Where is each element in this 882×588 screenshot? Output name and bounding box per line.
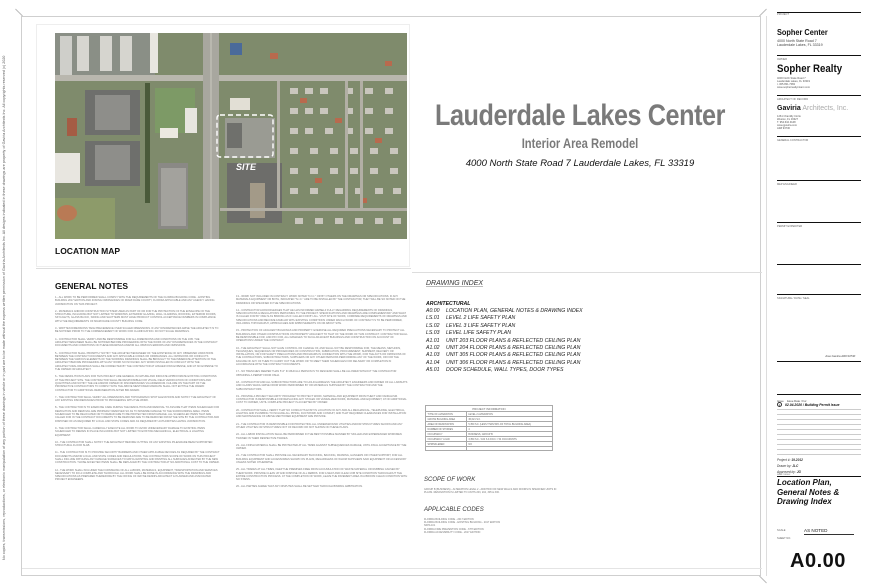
owner-detail: 4000 North State Road 7 — [777, 77, 806, 80]
sheet-number: LS.02 — [426, 322, 440, 329]
sheet-number: LS.01 — [426, 315, 440, 322]
architect-name-bold: Gaviria — [777, 105, 801, 112]
location-map-aerial[interactable] — [55, 33, 407, 239]
code-item: FLORIDA FIRE PREVENTION CODE - 6TH EDITION — [424, 527, 484, 531]
project-number: Project #: 19.2012 — [777, 458, 803, 462]
code-item: FLORIDA ACCESSIBILITY CODE - 2017 EDITION — [424, 530, 481, 534]
drawing-index-row[interactable] — [426, 315, 583, 322]
note-item: 12.- THE WORK SHALL INCLUDED THE FURNISHING OF ALL LABORS, MATERIALS, EQUIPMENT, TRANSPORTATION AND SERVICES NECESSARY TO DO A COMPLETE AND THOROUGH. ALL WORK SHALL BE DONE IN ACCORDANCE WITH THE DRAWINGS AND SPECIFICATIONS AS PREPARED THEREFORE BY THE OFFICE OF WAYNE DENNIS ARCHITECT & PLANNER AND ASSOCIATED PROJECT ENGINEERS. — [55, 468, 218, 482]
note-item: 10.- THE CONTRACTOR SHALL NOTIFY THE ARCHITECT BEFORE CUTTING OF ANY EXISTING PILE/GRADE BEAM SUPPORTED STRUCTURAL FLOOR SLAB. — [55, 440, 213, 448]
sheet-number: A5.01 — [426, 367, 440, 374]
drawing-index-category: ARCHITECTURAL — [426, 301, 471, 307]
project-label: PROJECT — [777, 13, 790, 16]
owner-detail: Lauderdale Lakes, FL 33319 — [777, 80, 810, 83]
architect-name-light: Architects, Inc. — [802, 105, 849, 112]
note-item: 15.- PROTECTION OF ADJACENT BUILDINGS AND PROPERTY. EXERCISE ALL REQUIRED PRECAUTIONS NECESSARY TO PROTECT ALL BUILDINGS AND OTHER CONSTRUCTIONS ON PROPERTY ADJACENT TO THAT OF THE WORK OF THIS CONTRACT. CONTRACTOR SHALL BE RESPONSIBLE FOR, AND PAY FOR, ALL DAMAGES TO SUCH ADJACENT BUILDINGS AND CONSTRUCTION ON ACCOUNT OF OPERATIONS UNDER THE CONTRACT. — [236, 329, 408, 343]
sheet-title: UNIT 203 FLOOR PLANS & REFLECTED CEILING PLAN — [446, 337, 581, 344]
general-notes-heading: GENERAL NOTES — [55, 281, 129, 291]
issue-text: 02.04.2020 / Building Permit Issue — [785, 402, 840, 407]
sheet-number: A0.00 — [790, 550, 846, 572]
title-block — [777, 0, 882, 588]
row-label: NUMBER OF STORIES — [426, 427, 467, 432]
location-map-label: LOCATION MAP — [55, 246, 121, 256]
issue-line — [777, 444, 861, 445]
sheet-title: DOOR SCHEDULE, WALL TYPES, DOOR TYPES — [446, 367, 564, 374]
issue-date-col-label: Issue Date / For — [786, 399, 807, 403]
issue-line — [777, 449, 861, 450]
rule — [777, 55, 861, 56]
project-subtitle: Interior Area Remodel — [521, 135, 639, 151]
code-item: NFPA 101 — [424, 524, 436, 528]
scale-value: AS NOTED — [804, 528, 828, 533]
architect-detail: 1261 Chantilly Circle — [777, 115, 801, 118]
general-notes-column-1 — [55, 296, 220, 486]
rule — [777, 222, 861, 223]
sheet-title: UNIT 306 FLOOR PLANS & REFLECTED CEILING PLAN — [446, 359, 581, 366]
section-divider — [412, 272, 762, 273]
scope-of-work-heading: SCOPE OF WORK — [424, 477, 476, 483]
project-title: Lauderdale Lakes Center — [434, 99, 726, 132]
note-item: 11.- THE CONTRACTOR IS TO PROVIDE SECURITY BARRIERS AND OTHER APPLICABLE DEVICES AS REQUIRED BY THE CONTRACT DOCUMENTS AND/OR LOCAL AND STATE CODES AND REGULATIONS. THE CONTRACTORS SCOPE OF WORK ON THIS PROJECT SHALL INCLUDE PATCHING ANY DAMAGE SURFACES TO MATCH EXISTING AND PAINTING ALL SURFACES AFFECTED BY THE NEW CONSTRUCTION. THOSE AFFECTED ITEMS SHALL BE REPLACED BY THE CONTRACTOR AT NO ADDITIONAL COST TO THE OWNER. — [55, 451, 220, 465]
rule — [777, 361, 861, 362]
sheet-number: LS.03 — [426, 330, 440, 337]
issue-line — [777, 434, 861, 435]
row-label: TYPE OF ALTERATION — [426, 412, 467, 417]
aerial-photo-image — [55, 33, 407, 239]
project-address-line: Lauderdale Lakes, FL 33319 — [777, 43, 823, 47]
note-item: 5.- CONTRACTOR SHALL PROMPTLY NOTIFY THE ARCHITECT/ENGINEER OF THE EXISTENCE OF ANY OBSERVED VARIATIONS BETWEEN THE CONTRACT DOCUMENTS AND ANY APPLICABLE CODES OR ORDINANCES. ALL OMISSIONS OR CONFLICTS BETWEEN THE VARIOUS ELEMENTS OF THE WORKING DRAWINGS SHALL BE BROUGHT TO THE IMMEDIATE ATTENTION OF THE ARCHITECT BEFORE PROCEEDING WITH ANY WORK SO INVOLVED. ANY WORK INSTALLED IN CONFLICT WITH THE ARCHITECTURAL DRAWINGS SHALL BE CORRECTED BY THE CONTRACTOR AT HIS/HER OWN EXPENSE, AND AT NO EXPENSE TO THE OWNER OR ARCHITECT. — [55, 351, 218, 372]
rule — [777, 95, 861, 96]
row-value: 4 — [466, 427, 552, 432]
note-item: 13.- WORK NOT INCLUDED IN CONTRACT. WORK NOTED "N.I.C." OR BY OTHERS ON THE DRAWINGS OR SPECIFICATIONS. IF ANY MATERIALS EQUIPMENT OR BOTH, INDICATED "N.I.C." ARE TO BE INSTALLED BY THE CONTRACTOR, THEY WILL BE SO NOTED ON THE DRAWINGS OR SPECIFIED IN THE SPECIFICATIONS. — [236, 295, 406, 305]
row-label: OCCUPANCY LOAD — [426, 437, 467, 442]
rule — [777, 12, 861, 13]
signature-name: Jose Gaviria AR# 93730 — [825, 354, 856, 358]
applicable-codes-list — [424, 518, 500, 534]
code-item: FLORIDA BUILDING CODE - EXISTING BUILDING - 2017 EDITION — [424, 521, 501, 525]
scale-label: SCALE — [777, 529, 786, 532]
architect-detail: AR# 93730 — [777, 127, 790, 130]
note-item: 8.- THE CONTRACTOR IS TO EXERCISE CARE DURING THE DEMOLITION AND REMOVAL TO ASSURE THAT ITEMS SCHEDULED FOR DEMOLITION AND REMOVAL ARE PROPERLY REMOVED SO AS TO MINIMIZE DAMAGE TO THE SURROUNDING AREA. ITEMS SCHEDULED TO BE RELOCATED OR TO REMAIN ARE TO BE PROTECTED FROM DAMAGE. ALL SCHEDULED ITEMS THAT ARE CALLED FOR IN THE CONTRACT DOCUMENTS TO BE REMOVED ARE TO BE REMOVED FROM THE SITE BY THE CONTRACTOR AND DISPOSED OF AS REQUIRED BY LOCAL AND STATE CODES AND AS REQUIRED BY AUTHORITIES HAVING JURISDICTION. — [55, 406, 220, 423]
drawing-index-list — [426, 308, 583, 375]
sheet-title: LEVEL 3 LIFE SAFETY PLAN — [446, 322, 516, 329]
drawn-by: Drawn by: JLC — [777, 464, 799, 468]
note-item: 22.- ALL LABOR INSTALLATION SHALL BE PERFORMED IN THE BEST POSSIBLE MANNER BY SKILLED AND EXPERIENCED WORKMEN TRAINED IN THEIR RESPECTIVE TRADES. — [236, 433, 402, 440]
issue-number-badge: 1 — [778, 403, 781, 407]
row-label — [426, 447, 467, 451]
rule — [777, 394, 861, 395]
drawing-index-row[interactable] — [426, 338, 583, 345]
sheet-title: UNIT 204 FLOOR PLANS & REFLECTED CEILING PLAN — [446, 345, 581, 352]
project-information-table — [425, 405, 553, 451]
drawing-index-row[interactable] — [426, 367, 583, 374]
issue-col-label: Issue — [777, 399, 784, 403]
title-block-project-name: Sopher Center — [777, 28, 828, 37]
note-item: 24.- THE CONTRACTOR SHALL PROVIDE ALL NECESSARY BLOCKING, BACKING, FRAMING, HANGERS OR OTHER SUPPORT, FOR ALL BUILDING EQUIPMENT AND ACCESSORIES SHOWN ON PLANS, REGARDLESS OF WHOM SUPPLIERS SAID EQUIPMENT OR ACCESSORY UNLESS NOTED OTHERWISE. — [236, 454, 407, 464]
table-heading: PROJECT INFORMATION — [426, 406, 553, 412]
row-label: OCCUPANCY — [426, 432, 467, 437]
mep-engineer-label: MEP ENGINEER — [777, 183, 797, 186]
section-divider — [36, 268, 411, 269]
sheet-no-label: SHEET NO. — [777, 537, 791, 540]
rule — [777, 136, 861, 137]
architect-detail: Weston, FL 33327 — [777, 118, 799, 121]
sheet-title: LEVEL 2 LIFE SAFETY PLAN — [446, 315, 516, 322]
title-block-divider — [766, 16, 767, 576]
note-item: 9.- THE CONTRACTOR SHALL CAREFULLY EXECUTE ALL WORK TO AVOID UNNECESSARY DAMAGE TO EXISTING ITEMS SCHEDULED TO REMAIN IN PLACE INCLUDING BUT NOT LIMITED TO EXISTING MECHANICAL, ELECTRICAL & LIGHTING EQUIPMENT. — [55, 426, 206, 437]
sheet-number: A1.03 — [426, 352, 440, 359]
sheet-index-label: SHEET INDEX — [777, 474, 791, 476]
note-item: 18.- CONTRACTOR AND ALL SUBCONTRACTORS ARE TO HOLD HARMLESS THE ARCHITECT, ENGINEERS AND OWNER OF ALL LAWSUITS AND CLAIMS WHICH ARISE FROM WORK PERFORMED BY OR MATERIALS SUPPLIED BY THE CONTRACTOR AND THE SUBCONTRACTORS. — [236, 380, 408, 391]
note-item: 16.- THE ARCHITECT SHALL NOT HAVE CONTROL OR CHARGE OF, AND SHALL NOT BE RESPONSIBLE FOR, THE MEANS, METHODS, TECHNIQUES, SEQUENCES OR PROCEDURES OF CONSTRUCTION, FABRICATION, PROCUREMENT, SHIPMENT, DELIVERY OR INSTALLATION, OR FOR SAFETY PRECAUTIONS AND PROGRAMS IN CONNECTION WITH THE WORK, FOR THE ACTS OR OMISSIONS OF THE CONTRACTORS, SUBCONTRACTORS, SUPPLIERS OR ANY OTHER PERSONS PERFORMING ANY OF THE WORK, OR FOR THE FAILURE OF ANY OF THEM TO CARRY OUT THE WORK OR TO MEET THEIR SCHEDULES FOR DELIVERY OR COMPLETION IN ACCORDANCE WITH THE CONTRACT DOCUMENTS. — [236, 346, 406, 367]
note-item: 23.- ALL FINISH MATERIAL SHALL BE PROTECTED AT ALL TIMES AGAINST SUBSEQUENCES DAMAGE, UNTIL FINAL ACCEPTANCE BY THE OWNER. — [236, 443, 407, 451]
note-item: 6.- THE DEMOLITION PLANS FOR THIS PROJECT ARE GENERAL IN NATURE AND INDICATE APPROXIMATE EXISTING CONDITIONS AT THE PROJECT SITE. THE CONTRACTOR SHALL BE RESPONSIBLE FOR VISUAL FIELD VERIFICATION OF CONDITIONS AND QUANTITIES AND NOTIFY THE A/E AND/OR OWNER OF DISCREPANCIES VIA ADDENDUM. FAILURE ON THE PART OF THE PROSPECTIVE CONTRACTORS TO COMPLY WITH THE ABOVE MENTIONED MANDATE SHALL NOT ENTITLE THE AWARD CONTRACTOR TO ADDITIONAL REMUNERATION AFTER BID AWARD. — [55, 375, 217, 392]
rule — [777, 294, 861, 295]
scope-of-work-text: GROUP B (BUSINESS) - ALTERATION LEVEL 2 - ADDITION OF NEW WALLS AND DOORS IN SPECIFIED UNITS IN PLANS. RENOVATION IS LIMITED TO UNITS 203, 204, 305 & 306. — [424, 488, 557, 495]
note-item: 26.- ALL PARTIES AGREE THAT ANY DISPUTES SHALL BE SETTLED THROUGH BINDING ARBITRATION. — [236, 485, 363, 489]
note-item: 21.- THE CONTRACTOR IS RESPONSIBLE FOR PROTECTING ALL UNDERGROUND UTILITIES AND/OR STRUCTURES SHOWN AND ANY OTHER UTILITIES OR STRUCTURES NOT OF RECORD OR NOT SHOWN ON THESE PLANS. — [236, 422, 403, 429]
drawing-index-row[interactable] — [426, 323, 583, 330]
note-item: 7.- THE CONTRACTOR SHALL VERIFY ALL DIMENSIONS AND TOPOGRAPHIC SPOT ELEVATIONS AND NOTIFY THE ARCHITECT OF ANY EXISTING DISCREPANCIES PRIOR TO PROCEEDING WITH THE WORK. — [55, 395, 216, 403]
note-item: 2.- MATERIALS AND/OR CONSTRUCTION SYSTEM USED AS PART OF OR FOR THE PROTECTION OF THE ENVELOPE OF THE STRUCTURE, INCLUDING BUT NOT LIMITED TO WINDOWS, EXTERIOR GLAZING, WALL CLADDING, ROOFING, EXTERIOR DOORS, SKYLIGHTS, GLASS BLOCK, SIDING AND SHUTTERS MUST HAVE PRODUCT CONTROL ACCEPTANCE NUMBERS IN COMPLIANCE WITH THE REQUIREMENTS OF MIAMI DADE COUNTY BUILDING CODE. — [55, 309, 217, 323]
row-value: 36,621 S.F. — [466, 417, 552, 422]
row-value — [466, 447, 552, 451]
note-item: 1.- ALL WORK TO BE PERFORMED SHALL COMPLY WITH THE REQUIREMENTS OF THE FLORIDA BUILDING CODE - EXISTING BUILDING 2017 EDITION AND ZONING ORDINANCES OF MIAMI DADE COUNTY, FLORIDA APPLICABLE AND ANY AGENCY HAVING JURISDICTION ON THIS PROJECT. — [55, 296, 215, 306]
architect-label: ARCHITECT OF RECORD — [777, 98, 809, 101]
rule — [777, 180, 861, 181]
drawing-index-row[interactable] — [426, 330, 583, 337]
issue-line — [777, 439, 861, 440]
row-label: GROSS BUILDING AREA — [426, 417, 467, 422]
sheet-title: Location Plan, General Notes & Drawing Index — [777, 478, 840, 506]
sheet-number: A1.01 — [426, 337, 440, 344]
drawing-index-row[interactable] — [426, 352, 583, 359]
sheet-number: A1.04 — [426, 359, 440, 366]
row-value: NO — [466, 442, 552, 447]
project-address: 4000 North State Road 7 Lauderdale Lakes, FL 33319 — [465, 158, 695, 169]
drawing-index-row[interactable] — [426, 360, 583, 367]
approved-by: Approved by: JG — [777, 470, 801, 474]
general-contractor-label: GENERAL CONTRACTOR — [777, 139, 809, 142]
architect-detail: T. 954.610.9148 — [777, 121, 796, 124]
row-label: SPRINKLERED — [426, 442, 467, 447]
issue-line — [777, 409, 861, 410]
drawing-index-row[interactable] — [426, 345, 583, 352]
issue-line — [777, 414, 861, 415]
row-value: LEVEL 2 ALTERATION — [466, 412, 552, 417]
drawing-index-row[interactable] — [426, 308, 583, 315]
note-item: 25.- ALL TRADES AT ALL TIMES, KEEP THE PREMISES FREE FROM ACCUMULATION OF WASTE MATERIAL OR RUBBISH CAUSED BY THEIR WORK. PROVIDE CLEAN UP AND DISPOSE OF ALL DEBRIS. FOR A NEAT AND CLEAN JOB SITE CONDITION THROUGHOUT THE ENTIRE CONSTRUCTION PROCESS. AT THE COMPLETION OF WORK, LEAVE THE PAVEMENT AREA IN A BROOM CLEAN CONDITION WITH NO STAINS. — [236, 468, 408, 482]
note-item: 19.- PROVIDE A PROJECT SECURITY PROGRAM TO PROTECT WORK, MATERIAL AND EQUIPMENT FROM THEFT AND VANDALISM. CONTRACTOR IS RESPONSIBLE FOR REPLACING ANY STOLEN OR VANDALIZED WORK, MATERIAL AND EQUIPMENT, AT NO ADDITIONAL COST TO OWNER, UNTIL COMPLETE PROJECT IS ACCEPTED BY OWNER. — [236, 394, 407, 405]
row-value: 5,350 S.F. (LESS THAN 50% OF TOTAL BUILDING AREA) — [466, 422, 552, 427]
signature-label: SIGNATURE / DATE / SEAL — [777, 297, 810, 300]
row-value: BUSINESS, GROUP B — [466, 432, 552, 437]
copyright-notice: No copies, transmissions, reproductions, or electronic manipulation of any portion of these drawings in whole or in part are to be made without the express written permission of Gaviria Architects Inc. All designs indicated in these drawings are property of Gaviria Architects Inc. All copyrights reserved (c) 2020 — [2, 55, 6, 560]
sheet-number: A1.02 — [426, 345, 440, 352]
issue-line — [777, 429, 861, 430]
rule — [777, 264, 861, 265]
issue-line — [777, 454, 861, 455]
scale-underline — [804, 534, 854, 535]
sheet-number: A0.00 — [426, 308, 440, 314]
issue-line — [777, 419, 861, 420]
owner-detail: t. 305.831.7082 — [777, 83, 796, 86]
note-item: 3.- WRITTEN DIMENSIONS TAKE PRECEDENCE OVER SCALED DIMENSIONS. IF ANY DISCREPANCIES ARISE THE ARCHITECT IS TO BE NOTIFIED PRIOR TO THE COMMENCEMENT OF WORK FOR CLARIFICATION. DO NOT SCALE DRAWINGS. — [55, 327, 219, 334]
project-address-line: 4000 North State Road 7 — [777, 39, 817, 43]
owner-detail: www.sopherrealtymiami.com — [777, 86, 811, 89]
permit-expediter-label: PERMIT EXPEDITER — [777, 225, 803, 228]
crop-mark — [15, 9, 23, 17]
code-item: FLORIDA BUILDING CODE - 2017 EDITION — [424, 518, 474, 521]
table-row — [426, 447, 553, 451]
crop-mark — [759, 576, 767, 584]
owner-label: OWNER — [777, 58, 787, 61]
issue-line — [777, 424, 861, 425]
note-item: 14.- CONTRACTOR ACKNOWLEDGES THAT HE HAS INFORMED HIMSELF FULLY REGARDING REQUIREMENTS OF DRAWINGS, SPECIFICATIONS & REGULATIONS PERTAINING TO THE PROJECT. SPECIFICATIONS AND DRAWINGS ARE COMPLEMENTARY AND WHAT IS CALLED FOR BY ONE IS AS BINDING AS IF CALLED FOR BY ALL. VISIT SITE OF WORK, COMPARE REQUIREMENTS OF DRAWINGS AND SPECIFICATIONS AND BECOME FAMILIAR WITH EXISTING CONDITIONS UNDER WHICH WORK OF CONTRACT IS TO BE PERFORMED, INCLUDING TOPOGRAPHY, APPROACHES AND IMPROVEMENTS ON OR ABOUT SITE. — [236, 308, 407, 326]
section-divider — [22, 568, 762, 569]
general-notes-column-2 — [236, 295, 408, 493]
row-label: AREA OF RENOVATION — [426, 422, 467, 427]
sheet-title: UNIT 305 FLOOR PLANS & REFLECTED CEILING PLAN — [446, 352, 581, 359]
issue-row — [777, 402, 839, 407]
drawing-index-heading: DRAWING INDEX — [426, 280, 484, 287]
sheet-title: LOCATION PLAN, GENERAL NOTES & DRAWING INDEX — [446, 308, 583, 314]
architect-detail: www.jgaviria.com — [777, 124, 798, 127]
row-value: 3,350 S.F. / 100 S.F./OCC = 54 OCCUPANTS — [466, 437, 552, 442]
sheet-title: LEVEL LIFE SAFETY PLAN — [446, 330, 511, 337]
site-label: SITE — [236, 162, 257, 172]
applicable-codes-heading: APPLICABLE CODES — [424, 507, 484, 513]
architect-logo — [777, 105, 848, 112]
owner-name: Sopher Realty — [777, 63, 843, 75]
note-item: 20.- CONTRACTOR SHALL VERIFY THAT NO CONFLICTS EXIST IN LOCATION OF ANY AND ALL MECHANICAL, TELEPHONE, ELECTRICAL, LIGHTING AND PLUMBING TO INCLUDE ALL PIPING, DUCTWORK AND CONDUIT, AND THAT REQUIRED CLEARANCES FOR INSTALLATION AND MAINTENANCE OF ABOVE MENTIONED EQUIPMENT ARE PROVIDE. — [236, 408, 407, 419]
note-item: 4.- CONTRACTOR SHALL VERIFY AND BE RESPONSIBLE FOR ALL DIMENSIONS AND CONDITIONS ON THE JOB. THE ARCHITECT/ENGINEER SHALL BE NOTIFIED BEFORE PROCEEDING WITH THE WORK OF ANY DISCREPANCIES IN THE CONTRACT DOCUMENTS AND CONDITIONS ON THESE DRAWINGS AND/OR ALL OBVIOUS ERRORS AND OMISSIONS. — [55, 337, 218, 348]
note-item: 17.- NO TRENCHES DEEPER THAN 5'-0" IN WHICH A PERSON IS TO DESCEND SHALL BE ALLOWED WITHOUT THE CONTRACTOR OBTAINING A PERMIT FROM OSHA. — [236, 370, 397, 377]
